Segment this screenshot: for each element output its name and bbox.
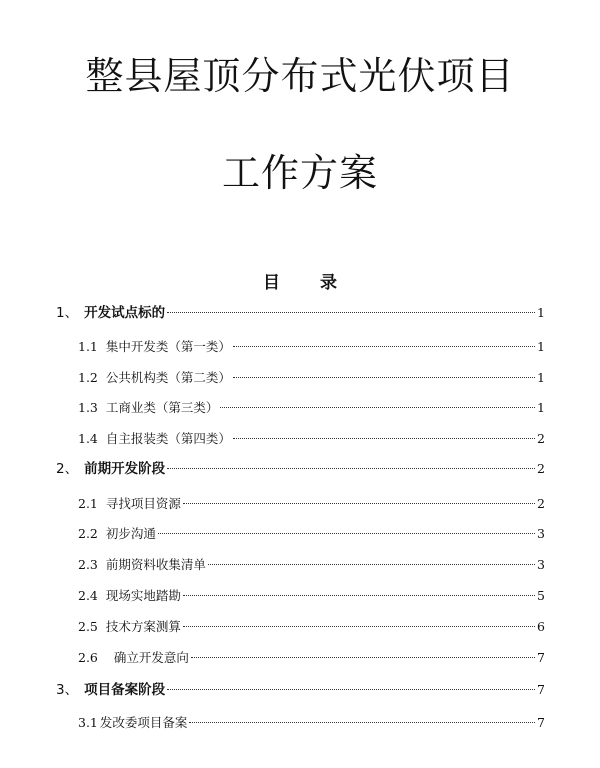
toc-leader-dots xyxy=(167,312,535,313)
toc-entry[interactable] xyxy=(78,429,545,449)
toc-entry[interactable] xyxy=(78,368,545,388)
toc-leader-dots xyxy=(233,346,535,347)
toc-entry-label: 工商业类（第三类） xyxy=(105,400,219,415)
toc-entry-number: 1、 xyxy=(56,305,79,321)
toc-entry[interactable] xyxy=(56,459,545,479)
toc-entry[interactable] xyxy=(78,398,545,418)
toc-entry-number: 1.3 xyxy=(78,400,98,415)
toc-leader-dots xyxy=(220,407,535,408)
toc-entry[interactable] xyxy=(78,648,545,668)
toc-entry-label: 自主报装类（第四类） xyxy=(105,431,231,446)
toc-entry-page: 5 xyxy=(537,588,545,603)
toc-entry[interactable] xyxy=(78,555,545,575)
document-title-line1: 整县屋顶分布式光伏项目 xyxy=(85,54,515,98)
toc-entry[interactable] xyxy=(78,494,545,514)
toc-leader-dots xyxy=(233,377,535,378)
toc-entry[interactable] xyxy=(56,303,545,323)
toc-entry-label: 发改委项目备案 xyxy=(99,715,188,730)
toc-entry-label: 现场实地踏勘 xyxy=(105,588,181,603)
toc-entry-label: 初步沟通 xyxy=(105,526,156,541)
toc-leader-dots xyxy=(191,657,535,658)
toc-entry-number: 2.4 xyxy=(78,588,98,603)
toc-heading: 目录 xyxy=(263,273,377,293)
toc-entry-page: 3 xyxy=(537,526,545,541)
toc-entry-label: 开发试点标的 xyxy=(84,305,166,321)
toc-entry-page: 2 xyxy=(537,496,545,511)
toc-entry-number: 1.2 xyxy=(78,370,98,385)
toc-entry-page: 3 xyxy=(537,557,545,572)
toc-entry-label: 项目备案阶段 xyxy=(84,682,166,698)
toc-entry-number: 3、 xyxy=(56,682,79,698)
toc-leader-dots xyxy=(189,722,535,723)
toc-entry-page: 7 xyxy=(537,650,545,665)
toc-entry[interactable] xyxy=(78,586,545,606)
toc-leader-dots xyxy=(183,626,535,627)
toc-entry-page: 6 xyxy=(537,619,545,634)
toc-entry-label: 技术方案测算 xyxy=(105,619,181,634)
toc-entry-number: 2、 xyxy=(56,461,79,477)
toc-entry-page: 1 xyxy=(537,400,545,415)
toc-entry-page: 2 xyxy=(537,431,545,446)
toc-entry-number: 2.5 xyxy=(78,619,98,634)
toc-entry-page: 2 xyxy=(537,461,545,476)
toc-entry-page: 7 xyxy=(537,682,545,697)
toc-entry-label: 确立开发意向 xyxy=(113,650,189,665)
toc-entry-label: 寻找项目资源 xyxy=(105,496,181,511)
toc-entry-page: 1 xyxy=(537,339,545,354)
toc-entry-number: 2.3 xyxy=(78,557,98,572)
toc-entry[interactable] xyxy=(78,617,545,637)
toc-entry-number: 1.4 xyxy=(78,431,98,446)
toc-entry-number: 1.1 xyxy=(78,339,98,354)
toc-entry-label: 公共机构类（第二类） xyxy=(105,370,231,385)
toc-entry-page: 7 xyxy=(537,715,545,730)
toc-entry[interactable] xyxy=(78,524,545,544)
toc-leader-dots xyxy=(183,595,535,596)
toc-entry[interactable] xyxy=(56,680,545,700)
toc-entry-number: 2.6 xyxy=(78,650,98,665)
toc-entry[interactable] xyxy=(78,337,545,357)
toc-entry-number: 2.1 xyxy=(78,496,98,511)
toc-entry-page: 1 xyxy=(537,305,545,320)
toc-entry-number: 3.1 xyxy=(78,715,98,730)
toc-leader-dots xyxy=(233,438,535,439)
toc-entry[interactable] xyxy=(78,713,545,733)
toc-leader-dots xyxy=(183,503,535,504)
toc-entry-label: 前期资料收集清单 xyxy=(105,557,206,572)
toc-leader-dots xyxy=(167,468,535,469)
toc-entry-number: 2.2 xyxy=(78,526,98,541)
toc-entry-label: 前期开发阶段 xyxy=(84,461,166,477)
toc-leader-dots xyxy=(208,564,535,565)
toc-leader-dots xyxy=(158,533,535,534)
toc-entry-page: 1 xyxy=(537,370,545,385)
document-title-line2: 工作方案 xyxy=(221,151,378,195)
toc-entry-label: 集中开发类（第一类） xyxy=(105,339,231,354)
toc-leader-dots xyxy=(167,689,535,690)
